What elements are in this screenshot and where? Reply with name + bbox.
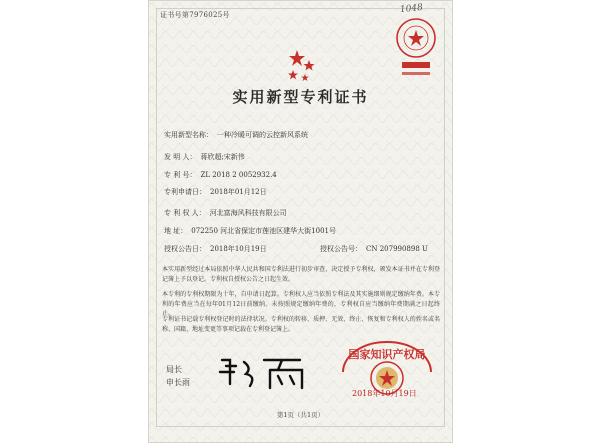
patentee-value: 河北富海风科技有限公司 [209,209,287,217]
page-footer: 第1页（共1页） [276,411,325,419]
filing-date-label: 专利申请日： [164,188,206,196]
inventor-value: 蒋欣超;宋新伟 [200,153,245,161]
address-label: 地 址： [164,227,188,235]
director-name: 申长雨 [166,378,190,387]
seal-text: 国家知识产权局 [348,348,426,361]
grant-date-value: 2018年10月19日 [210,245,267,253]
announcement-number-label: 授权公告号： [320,245,362,253]
certificate-title: 实用新型专利证书 [232,88,369,106]
utility-name-row [164,130,308,140]
address-row [164,226,336,236]
body-paragraph-1: 本实用新型经过本局依照中华人民共和国专利法进行初步审查，决定授予专利权，颁发本证书并在专利登记簿上予以登记。专利权自授权公告之日起生效。 [162,266,440,283]
seal-date: 2018年10月19日 [352,389,417,398]
body-paragraph-2: 本专利的专利权期限为十年，自申请日起算。专利权人应当依照专利法及其实施细则规定缴纳年费。本专利的年费应当在每年01月12日前缴纳。未按照规定缴纳年费的，专利权自应当缴纳年费期满之日起终止。 [162,291,440,317]
patent-number-label: 专 利 号： [164,171,197,179]
patentee-label: 专 利 权 人： [164,209,206,217]
patent-number-row [164,170,277,180]
director-signature [216,350,316,394]
director-title: 局长 [166,365,182,374]
stars-emblem [283,46,323,86]
patent-number-value: ZL 2018 2 0052932.4 [200,171,277,179]
certificate-page [148,0,453,443]
body-paragraph-3: 专利证书记载专利权登记时的法律状况。专利权的转移、质押、无效、终止、恢复和专利权人的姓名或名称、国籍、地址变更等事项记载在专利登记簿上。 [162,316,440,333]
inventor-row [164,152,245,162]
certificate-number: 证书号第7976025号 [160,11,230,19]
filing-date-value: 2018年01月12日 [210,188,267,196]
filing-date-row [164,187,267,197]
announcement-number-value: CN 207990898 U [366,245,428,253]
utility-name-value: 一种冷暖可调的云控新风系统 [217,131,308,139]
grant-date-row [164,244,267,254]
patentee-row [164,208,287,218]
anti-counterfeit-badge [394,16,438,86]
inventor-label: 发 明 人： [164,153,197,161]
announcement-number-row [320,244,428,254]
grant-date-label: 授权公告日： [164,245,206,253]
handwritten-note: 1048 [399,2,424,16]
utility-name-label: 实用新型名称： [164,131,213,139]
address-value: 072250 河北省保定市莲池区建华大街1001号 [191,227,336,235]
